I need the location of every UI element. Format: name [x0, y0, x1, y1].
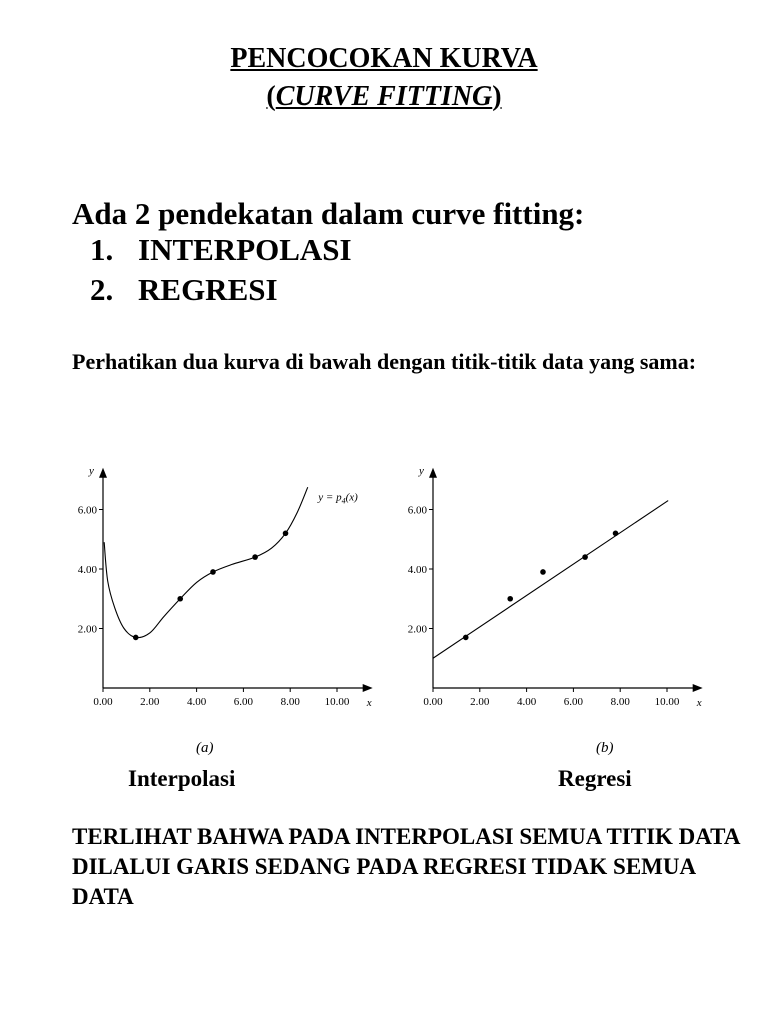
- chart-b-caption: Regresi: [558, 766, 632, 791]
- x-tick-label: 10.00: [324, 696, 350, 708]
- approach-label: REGRESI: [138, 272, 278, 307]
- y-tick-label: 2.00: [77, 623, 97, 636]
- y-tick-label: 2.00: [407, 623, 427, 636]
- chart-a-sublabel: (a): [196, 740, 214, 756]
- data-point: [210, 569, 216, 575]
- conclusion-text: TERLIHAT BAHWA PADA INTERPOLASI SEMUA TITIK DATA DILALUI GARIS SEDANG PADA REGRESI TIDAK SEMUA DATA: [72, 824, 740, 909]
- x-tick-label: 10.00: [654, 696, 680, 708]
- y-axis-label: y: [419, 464, 424, 477]
- data-point: [133, 635, 139, 641]
- y-axis-arrow: [429, 468, 437, 478]
- x-tick-label: 4.00: [516, 696, 537, 708]
- approach-label: INTERPOLASI: [138, 232, 352, 267]
- approach-item-2: [90, 272, 278, 308]
- interpolation-curve: [104, 487, 308, 637]
- x-axis-label: x: [366, 697, 372, 709]
- x-tick-label: 8.00: [610, 696, 630, 708]
- chart-interpolation: [70, 464, 400, 720]
- x-axis-arrow: [693, 684, 703, 692]
- y-axis-label: y: [89, 464, 94, 477]
- x-tick-label: 2.00: [470, 696, 490, 708]
- chart-a-caption: Interpolasi: [128, 766, 236, 791]
- page-subtitle: (CURVE FITTING): [266, 81, 502, 112]
- x-axis-arrow: [363, 684, 373, 692]
- x-axis-label: x: [696, 697, 702, 709]
- data-point: [283, 531, 289, 537]
- subtitle-italic: CURVE FITTING: [275, 81, 493, 112]
- y-tick-label: 6.00: [407, 504, 427, 517]
- data-point: [252, 554, 258, 560]
- x-tick-label: 0.00: [93, 696, 113, 708]
- note-text: Perhatikan dua kurva di bawah dengan titik-titik data yang sama:: [72, 349, 697, 374]
- x-tick-label: 2.00: [140, 696, 160, 708]
- data-point: [507, 596, 513, 602]
- data-point: [177, 596, 183, 602]
- intro-text: Ada 2 pendekatan dalam curve fitting:: [72, 196, 585, 231]
- approach-number: 1.: [90, 232, 114, 267]
- x-tick-label: 8.00: [280, 696, 300, 708]
- page-title: PENCOCOKAN KURVA: [230, 43, 538, 74]
- y-tick-label: 6.00: [77, 504, 97, 517]
- regression-line: [433, 501, 668, 659]
- chart-b-sublabel: (b): [596, 740, 614, 756]
- approach-number: 2.: [90, 272, 114, 307]
- data-point: [613, 531, 619, 537]
- y-axis-arrow: [99, 468, 107, 478]
- y-tick-label: 4.00: [77, 564, 97, 576]
- x-tick-label: 6.00: [563, 696, 584, 708]
- data-point: [540, 569, 546, 575]
- x-tick-label: 4.00: [186, 696, 207, 708]
- x-tick-label: 0.00: [423, 696, 443, 708]
- curve-label: $y = p_4(x)$: [318, 491, 358, 506]
- data-point: [582, 554, 588, 560]
- y-tick-label: 4.00: [407, 564, 427, 576]
- x-tick-label: 6.00: [233, 696, 254, 708]
- approach-item-1: [90, 232, 352, 268]
- chart-regression: [400, 464, 730, 720]
- data-point: [463, 635, 469, 641]
